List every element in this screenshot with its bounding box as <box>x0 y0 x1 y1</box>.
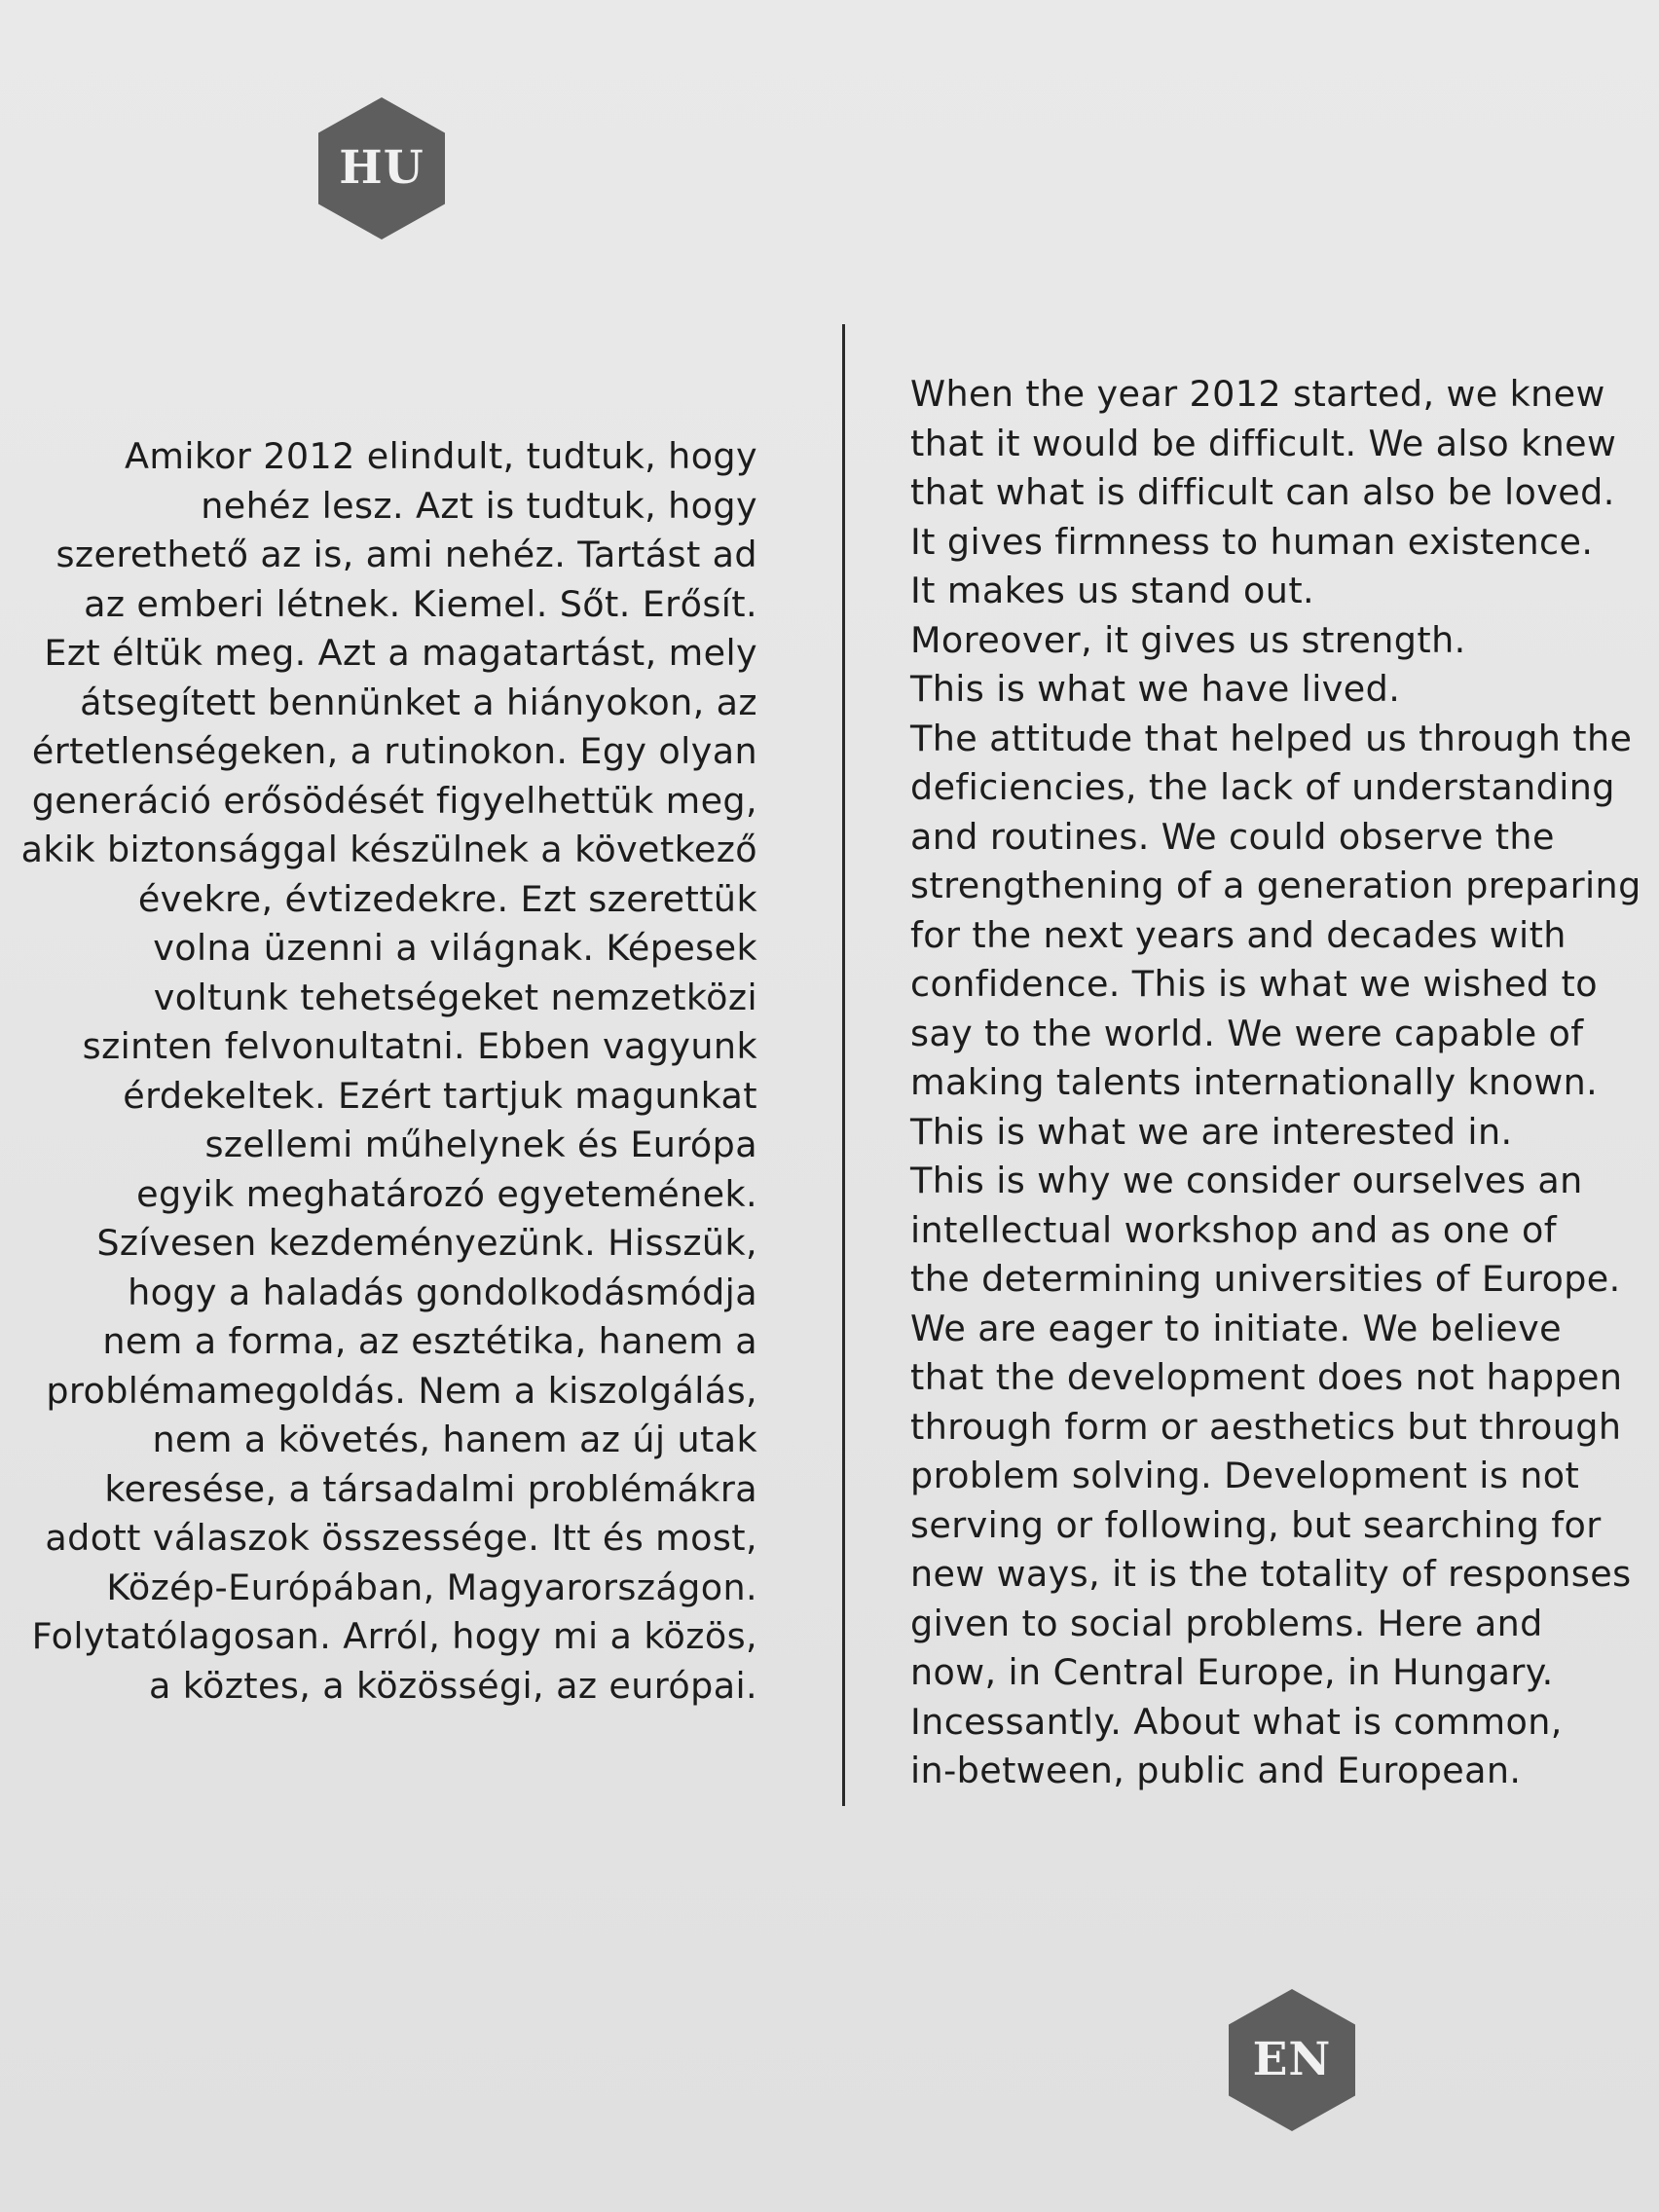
text-line: in-between, public and European. <box>910 1750 1522 1791</box>
text-line: nem a követés, hanem az új utak <box>152 1419 757 1460</box>
text-line: making talents internationally known. <box>910 1061 1599 1103</box>
text-line: This is why we consider ourselves an <box>910 1160 1583 1201</box>
text-line: It gives firmness to human existence. <box>910 520 1594 563</box>
text-line: now, in Central Europe, in Hungary. <box>910 1651 1554 1693</box>
text-line: nem a forma, az esztétika, hanem a <box>102 1320 757 1362</box>
text-line: Incessantly. About what is common, <box>910 1700 1563 1743</box>
text-line: This is what we have lived. <box>910 668 1401 710</box>
text-line: strengthening of a generation preparing <box>910 865 1641 906</box>
text-line: problem solving. Development is not <box>910 1455 1580 1496</box>
text-line: problémamegoldás. Nem a kiszolgálás, <box>46 1369 757 1412</box>
text-line: generáció erősödését figyelhettük meg, <box>31 779 757 822</box>
text-line: átsegített bennünket a hiányokon, az <box>80 681 757 723</box>
hu-language-badge <box>318 97 445 240</box>
text-line: the determining universities of Europe. <box>910 1258 1621 1300</box>
text-line: Moreover, it gives us strength. <box>910 618 1466 661</box>
text-line: that it would be difficult. We also knew <box>910 422 1617 464</box>
text-line: évekre, évtizedekre. Ezt szerettük <box>137 877 757 920</box>
text-line: szellemi műhelynek és Európa <box>204 1124 757 1165</box>
text-line: through form or aesthetics but through <box>910 1405 1622 1448</box>
text-line: Ezt éltük meg. Azt a magatartást, mely <box>44 632 757 674</box>
text-line: voltunk tehetségeket nemzetközi <box>153 976 757 1018</box>
english-text-column <box>910 370 1641 1796</box>
en-badge-label: EN <box>1252 2033 1332 2086</box>
text-line: given to social problems. Here and <box>910 1602 1543 1644</box>
text-line: that the development does not happen <box>910 1356 1623 1398</box>
column-divider <box>842 324 845 1806</box>
text-line: serving or following, but searching for <box>910 1503 1602 1546</box>
text-line: Folytatólagosan. Arról, hogy mi a közös, <box>31 1615 757 1657</box>
text-line: volna üzenni a világnak. Képesek <box>153 927 757 969</box>
text-line: értetlenségeken, a rutinokon. Egy olyan <box>31 730 757 772</box>
text-line: When the year 2012 started, we knew <box>910 373 1605 415</box>
text-line: Amikor 2012 elindult, tudtuk, hogy <box>125 435 757 477</box>
text-line: and routines. We could observe the <box>910 815 1555 858</box>
text-line: hogy a haladás gondolkodásmódja <box>128 1271 757 1313</box>
text-line: az emberi létnek. Kiemel. Sőt. Erősít. <box>84 582 757 625</box>
text-line: The attitude that helped us through the <box>910 717 1633 759</box>
text-line: Szívesen kezdeményezünk. Hisszük, <box>96 1222 757 1264</box>
hungarian-text-column <box>21 432 757 1711</box>
text-line: deficiencies, the lack of understanding <box>910 766 1615 808</box>
text-line: szinten felvonultatni. Ebben vagyunk <box>82 1025 757 1067</box>
hu-badge-label: HU <box>339 141 424 195</box>
text-line: érdekeltek. Ezért tartjuk magunkat <box>123 1074 757 1117</box>
text-line: We are eager to initiate. We believe <box>910 1307 1562 1349</box>
text-line: confidence. This is what we wished to <box>910 963 1598 1005</box>
text-line: new ways, it is the totality of responses <box>910 1553 1632 1595</box>
en-language-badge <box>1229 1989 1355 2131</box>
text-line: szerethető az is, ami nehéz. Tartást ad <box>55 534 757 575</box>
text-line: keresése, a társadalmi problémákra <box>104 1467 757 1510</box>
text-line: that what is difficult can also be loved. <box>910 471 1615 513</box>
text-line: for the next years and decades with <box>910 913 1567 956</box>
text-line: Közép-Európában, Magyarországon. <box>106 1566 757 1608</box>
text-line: It makes us stand out. <box>910 570 1315 611</box>
text-line: intellectual workshop and as one of <box>910 1208 1557 1251</box>
text-line: adott válaszok összessége. Itt és most, <box>45 1517 757 1559</box>
text-line: This is what we are interested in. <box>910 1110 1513 1153</box>
text-line: say to the world. We were capable of <box>910 1012 1584 1054</box>
text-line: a köztes, a közösségi, az európai. <box>148 1664 757 1707</box>
text-line: egyik meghatározó egyetemének. <box>136 1172 757 1215</box>
text-line: akik biztonsággal készülnek a következő <box>20 829 757 870</box>
text-line: nehéz lesz. Azt is tudtuk, hogy <box>201 484 757 527</box>
